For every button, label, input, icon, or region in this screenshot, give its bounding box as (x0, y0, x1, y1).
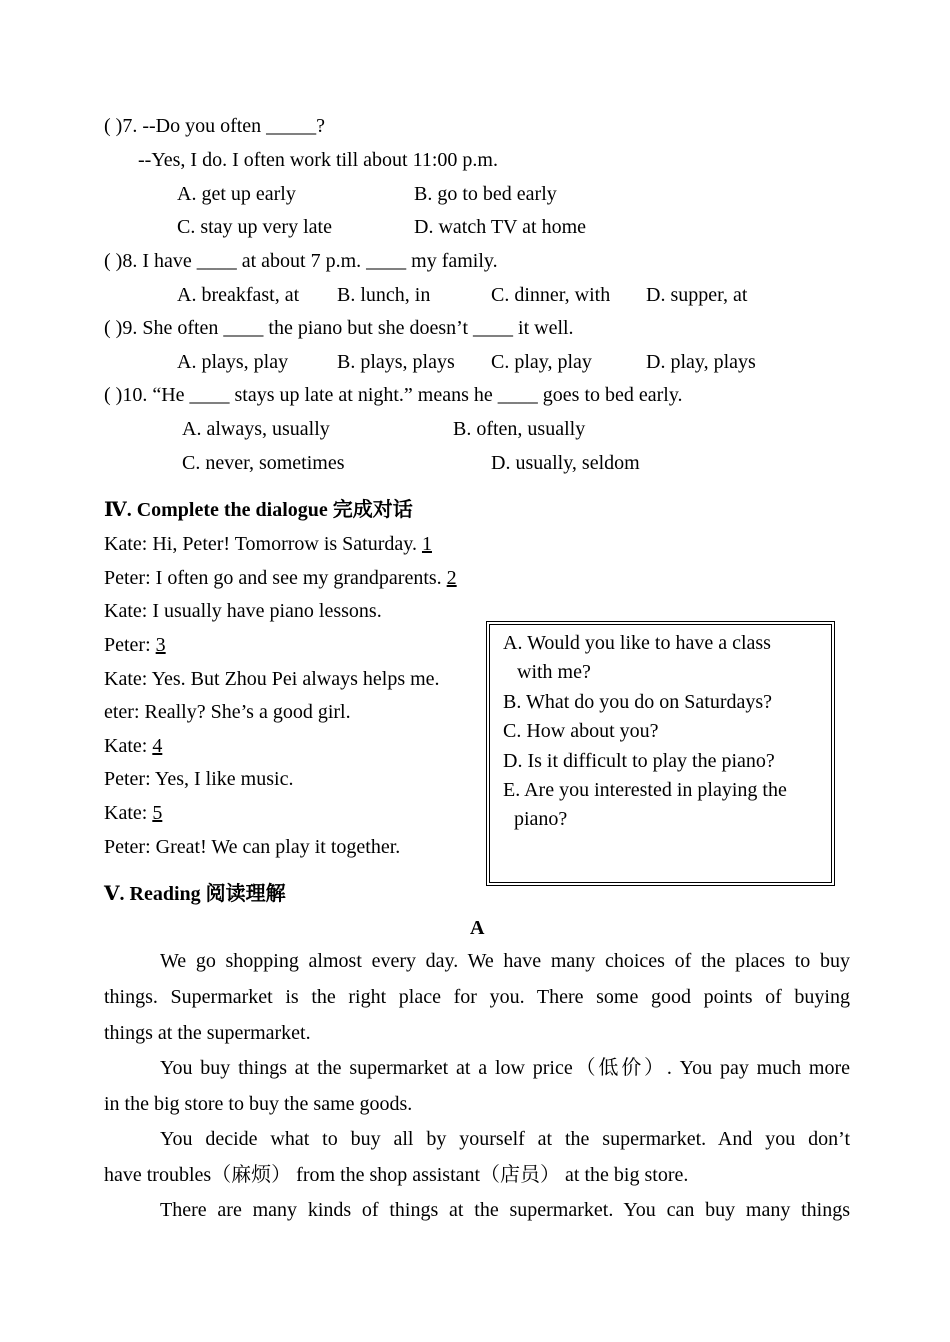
blank-1: 1 (421, 533, 432, 555)
passage-line: things at the supermarket. (104, 1022, 311, 1044)
option-a: A. get up early (177, 183, 296, 205)
question-10: ( )10. “He ____ stays up late at night.” means he ____ goes to bed early. (104, 384, 683, 406)
passage-paragraph-1 (104, 943, 850, 1051)
dialogue-line: Kate: Yes. But Zhou Pei always helps me. (104, 668, 440, 690)
passage-line: You decide what to buy all by yourself at the supermarket. And you don’t (160, 1128, 850, 1150)
option-d: D. watch TV at home (414, 216, 587, 238)
section-title: Reading 阅读理解 (129, 883, 286, 905)
dialogue-line: eter: Really? She’s a good girl. (104, 701, 351, 723)
dialogue-line: Kate: I usually have piano lessons. (104, 600, 382, 622)
dialogue-line: Peter: I often go and see my grandparents. 2 (104, 567, 457, 589)
passage-line: We go shopping almost every day. We have many choices of the places to buy (160, 950, 850, 972)
box-option-e: E. Are you interested in playing the (503, 779, 787, 801)
answer-options-box (486, 621, 835, 886)
option-d: D. usually, seldom (491, 452, 640, 474)
box-option-a: A. Would you like to have a class (503, 632, 771, 654)
box-option-c: C. How about you? (503, 720, 659, 742)
passage-title: A (470, 917, 485, 939)
option-a: A. breakfast, at (177, 284, 300, 306)
passage-line: There are many kinds of things at the supermarket. You can buy many things (160, 1199, 850, 1221)
dialogue-line: Kate: 4 (104, 735, 163, 757)
question-7: ( )7. --Do you often _____? (104, 115, 326, 137)
option-a: A. plays, play (177, 351, 289, 373)
question-7-dialogue: --Yes, I do. I often work till about 11:00 p.m. (138, 149, 498, 171)
box-option-b: B. What do you do on Saturdays? (503, 691, 773, 713)
box-option-e-cont: piano? (514, 808, 568, 830)
option-c: C. dinner, with (491, 284, 611, 306)
blank-3: 3 (155, 634, 166, 656)
passage-line: things. Supermarket is the right place for you. There some good points of buying (104, 986, 850, 1008)
dialogue-line: Kate: 5 (104, 802, 163, 824)
blank-2: 2 (446, 567, 457, 589)
option-d: D. supper, at (646, 284, 748, 306)
passage-paragraph-3 (104, 1121, 850, 1193)
dialogue-line: Kate: Hi, Peter! Tomorrow is Saturday. 1 (104, 533, 432, 555)
option-b: B. plays, plays (337, 351, 455, 373)
question-8: ( )8. I have ____ at about 7 p.m. ____ my family. (104, 250, 498, 272)
passage-paragraph-2 (104, 1050, 850, 1122)
box-option-a-cont: with me? (517, 661, 591, 683)
dialogue-line: Peter: 3 (104, 634, 166, 656)
section-number: Ⅳ. (104, 499, 132, 521)
option-c: C. play, play (491, 351, 592, 373)
option-b: B. lunch, in (337, 284, 431, 306)
dialogue-line: Peter: Great! We can play it together. (104, 836, 401, 858)
section-number: Ⅴ. (104, 883, 125, 905)
blank-4: 4 (152, 735, 163, 757)
question-9: ( )9. She often ____ the piano but she doesn’t ____ it well. (104, 317, 574, 339)
option-a: A. always, usually (182, 418, 330, 440)
blank-5: 5 (152, 802, 163, 824)
option-b: B. go to bed early (414, 183, 557, 205)
option-b: B. often, usually (453, 418, 586, 440)
option-d: D. play, plays (646, 351, 756, 373)
section-title: Complete the dialogue 完成对话 (136, 499, 413, 521)
option-c: C. stay up very late (177, 216, 332, 238)
dialogue-line: Peter: Yes, I like music. (104, 768, 294, 790)
passage-line: You buy things at the supermarket at a low price（低价）. You pay much more (160, 1057, 850, 1079)
section-heading (104, 882, 286, 906)
passage-paragraph-4 (104, 1192, 850, 1228)
section-heading (104, 498, 413, 522)
passage-line: in the big store to buy the same goods. (104, 1093, 413, 1115)
option-c: C. never, sometimes (182, 452, 345, 474)
passage-line: have troubles（麻烦） from the shop assistant（店员） at the big store. (104, 1164, 689, 1186)
box-option-d: D. Is it difficult to play the piano? (503, 750, 775, 772)
